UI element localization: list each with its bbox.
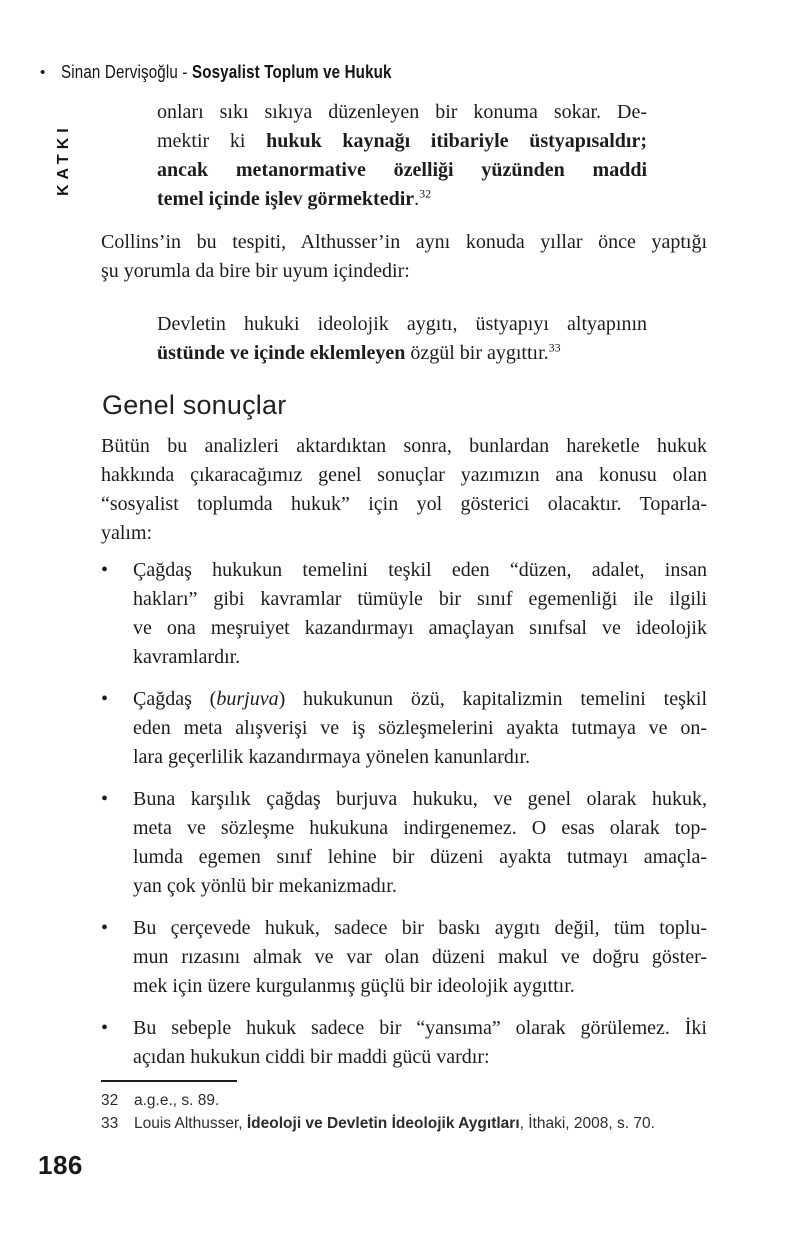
quote-block-2 (157, 310, 647, 368)
bullet-text (133, 1014, 707, 1072)
bullet-item (101, 785, 707, 901)
footnote-number: 32 (101, 1092, 119, 1109)
text-line: Bütün bu analizleri aktardıktan sonra, bunlardan hareketle hukuk (101, 435, 707, 457)
text-line: hakları” gibi kavramlar tümüyle bir sınıf egemenliği ile ilgili (133, 588, 707, 610)
text-line: “sosyalist toplumda hukuk” için yol gösterici olacaktır. Toparla- (101, 493, 707, 515)
bullet-text (133, 556, 707, 672)
footnote-section (101, 1080, 721, 1135)
text-line: meta ve sözleşme hukukuna indirgenemez. O esas olarak top- (133, 817, 707, 839)
text-line: hakkında çıkaracağımız genel sonuçlar yazımızın ana konusu olan (101, 464, 707, 486)
footnote-number: 33 (101, 1115, 119, 1132)
bullet-text (133, 914, 707, 1001)
paragraph-intro (101, 432, 707, 548)
header-bullet-icon: • (40, 64, 46, 81)
header-author: Sinan Dervişoğlu (61, 62, 179, 82)
footnote-item (101, 1112, 721, 1135)
text-line: temel içinde işlev görmektedir.$^{32}$ (157, 186, 432, 210)
header-book-title: Sosyalist Toplum ve Hukuk (192, 62, 392, 82)
footnote-list (101, 1089, 721, 1135)
text-line: mun rızasını almak ve var olan düzeni makul ve doğru göster- (133, 946, 707, 968)
page-number: 186 (38, 1150, 83, 1180)
section-heading: Genel sonuçlar (102, 390, 287, 420)
bullet-icon: • (101, 917, 109, 939)
text-line: mektir ki hukuk kaynağı itibariyle üstyapısaldır; (157, 130, 648, 152)
text-line: Çağdaş hukukun temelini teşkil eden “düzen, adalet, insan (133, 559, 707, 581)
text-line: Bu sebeple hukuk sadece bir “yansıma” olarak görülemez. İki (133, 1017, 707, 1039)
bullet-list (101, 556, 707, 1085)
footnote-text: a.g.e., s. 89. (134, 1092, 220, 1109)
text-line: ve ona meşruiyet kazandırmayı amaçlayan sınıfsal ve ideolojik (133, 617, 707, 639)
text-line: yalım: (101, 522, 153, 544)
text-line: Çağdaş (burjuva) hukukunun özü, kapitalizmin temelini teşkil (133, 688, 708, 710)
bullet-item (101, 685, 707, 772)
text-line: lara geçerlilik kazandırmaya yönelen kanunlardır. (133, 746, 531, 768)
text-line: şu yorumla da bire bir uyum içindedir: (101, 260, 410, 282)
quote-block-1 (157, 98, 647, 214)
text-line: onları sıkı sıkıya düzenleyen bir konuma sokar. De- (157, 101, 647, 123)
footnote-rule (101, 1080, 237, 1082)
text-line: üstünde ve içinde eklemleyen özgül bir aygıttır.$^{33}$ (157, 340, 561, 364)
bullet-icon: • (101, 688, 109, 710)
bullet-icon: • (101, 559, 109, 581)
bullet-item (101, 556, 707, 672)
text-line: Devletin hukuki ideolojik aygıtı, üstyapıyı altyapının (157, 313, 647, 335)
side-label-katki: KATKI (55, 123, 72, 196)
text-line: ancak metanormative özelliği yüzünden maddi (157, 159, 647, 181)
footnote-item (101, 1089, 721, 1112)
bullet-icon: • (101, 1017, 109, 1039)
text-line: mek için üzere kurgulanmış güçlü bir ideolojik aygıttır. (133, 975, 575, 997)
text-line: kavramlardır. (133, 646, 241, 668)
text-line: açıdan hukukun ciddi bir maddi gücü vardır: (133, 1046, 490, 1068)
running-header (40, 62, 455, 83)
text-line: Bu çerçevede hukuk, sadece bir baskı aygıtı değil, tüm toplu- (133, 917, 707, 939)
bullet-text (133, 685, 707, 772)
text-line: lumda egemen sınıf lehine bir düzeni ayakta tutmayı amaçla- (133, 846, 707, 868)
text-line: Buna karşılık çağdaş burjuva hukuku, ve genel olarak hukuk, (133, 788, 707, 810)
bullet-text (133, 785, 707, 901)
header-separator: - (178, 62, 193, 82)
text-line: Collins’in bu tespiti, Althusser’in aynı konuda yıllar önce yaptığı (101, 231, 707, 253)
header-text (61, 62, 392, 83)
paragraph-collins (101, 228, 707, 286)
text-line: yan çok yönlü bir mekanizmadır. (133, 875, 397, 897)
bullet-icon: • (101, 788, 109, 810)
text-line: eden meta alışverişi ve iş sözleşmelerini ayakta tutmaya ve on- (133, 717, 707, 739)
bullet-item (101, 1014, 707, 1072)
bullet-item (101, 914, 707, 1001)
footnote-text: Louis Althusser, İdeoloji ve Devletin İdeolojik Aygıtları, İthaki, 2008, s. 70. (134, 1115, 655, 1132)
